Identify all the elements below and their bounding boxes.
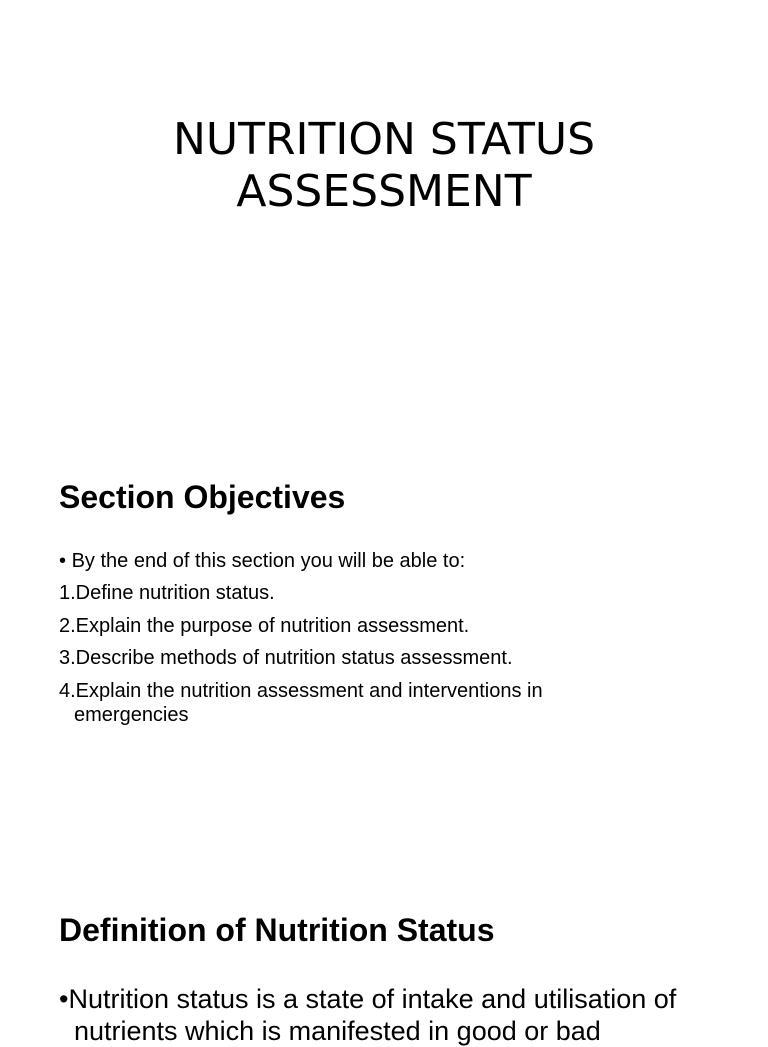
objective-item-3: 3.Describe methods of nutrition status assessment. [59,647,513,670]
bullet-glyph: • [59,984,69,1014]
definition-list [59,983,709,1047]
objective-item-4: 4.Explain the nutrition assessment and interventions in emergencies [59,679,543,726]
definition-text: Nutrition status is a state of intake and utilisation of nutrients which is manifested in good or bad [68,984,677,1046]
definition-item [59,983,709,1047]
title-slide [0,0,768,430]
definition-slide [0,860,768,1046]
objectives-intro [59,549,659,573]
title-line-2: ASSESSMENT [236,166,532,217]
objectives-intro-text: By the end of this section you will be able to: [71,550,466,572]
objectives-heading: Section Objectives [59,479,346,515]
objective-item-2: 2.Explain the purpose of nutrition assessment. [59,614,470,637]
objectives-list [59,549,659,735]
presentation-title [0,114,768,218]
title-line-1: NUTRITION STATUS [172,114,596,165]
objectives-slide [0,430,768,860]
definition-heading: Definition of Nutrition Status [59,912,495,948]
objective-item-1: 1.Define nutrition status. [59,582,275,605]
bullet-glyph: • [59,550,67,572]
